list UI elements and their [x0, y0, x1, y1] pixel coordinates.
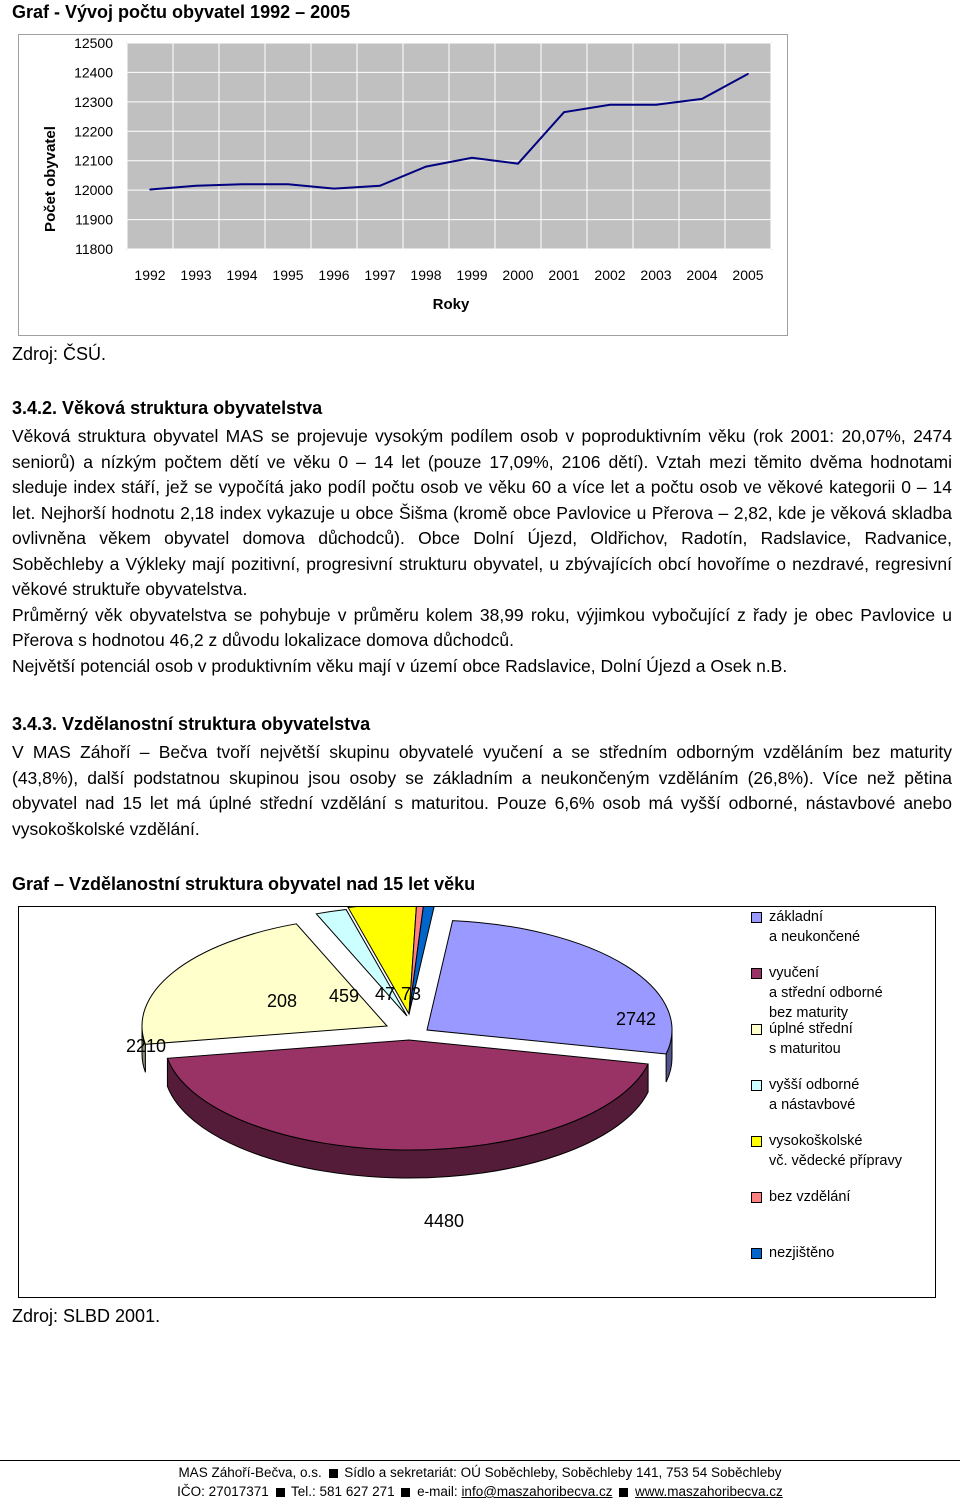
x-tick-label: 1996 [318, 267, 350, 283]
data-point [287, 183, 289, 185]
pie-value-label: 47 [375, 984, 396, 1004]
data-point [149, 189, 151, 191]
x-tick-label: 2002 [594, 267, 626, 283]
footer-email-link[interactable]: info@maszahoribecva.cz [461, 1484, 613, 1499]
pie-chart-frame [18, 906, 936, 1298]
data-point [471, 157, 473, 159]
square-bullet-icon [401, 1488, 410, 1497]
footer-email-label: e-mail: [417, 1484, 458, 1499]
y-tick-label: 12500 [74, 35, 113, 51]
data-point [195, 185, 197, 187]
footer-ico: IČO: 27017371 [177, 1484, 269, 1499]
x-tick-label: 1999 [456, 267, 488, 283]
pie-value-label: 208 [267, 991, 298, 1011]
section-342-paragraph-1: Věková struktura obyvatel MAS se projevuje vysokým podílem osob v poproduktivním věku (rok 2001: 20,07%, 2474 seniorů) a nízkým počtem dětí ve věku 0 – 14 let (pouze 17,09%, 2106 dětí). Vztah mezi těmito dvěma hodnotami sleduje index stáří, jež se vypočítá jako podíl počtu osob ve věku 60 a více let a počtu osob ve věkové kategorii 0 – 14 let. Nejhorší hodnotu 2,18 index vykazuje u obce Šišma (kromě obce Pavlovice u Přerova – 2,82, kde je věková skladba ovlivněna věkem obyvatel domova důchodců). Obce Dolní Újezd, Oldřichov, Radotín, Radslavice, Radvanice, Soběchleby a Výkleky mají pozitivní, progresivní strukturu obyvatel, u zbývajících obcí hovoříme o nezdravé, regresivní věkové struktuře obyvatelstva. [12, 426, 952, 599]
section-342-body [12, 424, 952, 679]
y-tick-label: 11800 [75, 241, 113, 257]
y-tick-label: 11900 [75, 211, 113, 228]
legend-label: vyšší odborné a nástavbové [769, 1077, 860, 1113]
data-point [425, 166, 427, 168]
x-tick-label: 1994 [226, 267, 258, 283]
y-tick-label: 12000 [74, 182, 113, 199]
square-bullet-icon [329, 1469, 338, 1478]
legend-swatch [751, 1248, 762, 1259]
population-line-chart [19, 35, 787, 335]
section-342-heading: 3.4.2. Věková struktura obyvatelstva [12, 398, 323, 418]
data-point [379, 185, 381, 187]
x-tick-label: 1992 [134, 267, 166, 283]
legend-label: vyučení a střední odborné bez maturity [769, 965, 883, 1021]
legend-swatch [751, 1080, 762, 1091]
y-tick-label: 12300 [74, 93, 113, 110]
chart2-source: Zdroj: SLBD 2001. [12, 1306, 161, 1326]
data-point [563, 111, 565, 113]
square-bullet-icon [619, 1488, 628, 1497]
data-point [655, 104, 657, 106]
legend-label: základní a neukončené [769, 909, 861, 945]
square-bullet-icon [276, 1488, 285, 1497]
pie-value-label: 4480 [424, 1211, 465, 1231]
legend-swatch [751, 912, 762, 923]
pie-value-label: 73 [401, 984, 422, 1004]
line-chart-frame [18, 34, 788, 336]
legend-swatch [751, 1136, 762, 1147]
x-tick-label: 2001 [548, 267, 580, 283]
data-point [517, 163, 519, 165]
footer-tel: Tel.: 581 627 271 [291, 1484, 395, 1499]
chart2-heading: Graf – Vzdělanostní struktura obyvatel nad 15 let věku [12, 874, 476, 894]
footer-line-2 [0, 1484, 960, 1499]
y-tick-label: 12100 [74, 152, 113, 169]
data-point [333, 188, 335, 190]
legend-label: vysokoškolské vč. vědecké přípravy [769, 1133, 902, 1169]
x-tick-label: 1998 [410, 267, 442, 283]
pie-value-label: 2210 [126, 1036, 167, 1056]
section-343-heading: 3.4.3. Vzdělanostní struktura obyvatelstva [12, 714, 371, 734]
x-tick-label: 1997 [364, 267, 396, 283]
legend-label: bez vzdělání [769, 1189, 851, 1205]
legend-swatch [751, 1024, 762, 1035]
chart1-source: Zdroj: ČSÚ. [12, 344, 107, 364]
footer-org: MAS Záhoří-Bečva, o.s. [178, 1465, 322, 1480]
data-point [609, 104, 611, 106]
x-tick-label: 2003 [640, 267, 672, 283]
chart1-ylabel: Počet obyvatel [42, 126, 59, 232]
legend-label: nezjištěno [769, 1245, 835, 1261]
section-343-paragraph: V MAS Záhoří – Bečva tvoří největší skupinu obyvatelé vyučení a se středním odborným vzděláním bez maturity (43,8%), další podstatnou skupinou jsou osoby se základním a neukončeným vzděláním (26,8%). Více než pětina obyvatel nad 15 let má úplné střední vzdělání s maturitou. Pouze 6,6% osob má vyšší odborné, nástavbové anebo vysokoškolské vzdělání. [12, 742, 952, 839]
pie-value-label: 2742 [616, 1009, 657, 1029]
legend-label: úplné střední s maturitou [769, 1021, 853, 1057]
data-point [241, 183, 243, 185]
footer-web-link[interactable]: www.maszahoribecva.cz [635, 1484, 783, 1499]
chart1-xlabel: Roky [432, 296, 470, 313]
footer-address: Sídlo a sekretariát: OÚ Soběchleby, Soběchleby 141, 753 54 Soběchleby [344, 1465, 782, 1480]
x-tick-label: 2005 [732, 267, 764, 283]
data-point [747, 73, 749, 75]
footer-divider [0, 1460, 960, 1461]
legend-swatch [751, 968, 762, 979]
pie-slice [427, 921, 672, 1054]
y-tick-label: 12400 [74, 64, 113, 81]
pie-value-label: 459 [329, 986, 360, 1006]
x-tick-label: 2000 [502, 267, 534, 283]
x-tick-label: 1995 [272, 267, 304, 283]
footer-line-1 [0, 1465, 960, 1480]
section-342-paragraph-2: Průměrný věk obyvatelstva se pohybuje v průměru kolem 38,99 roku, výjimkou vybočující z řady je obec Pavlovice u Přerova s hodnotou 46,2 z důvodu lokalizace domova důchodců. [12, 604, 952, 650]
x-tick-label: 1993 [180, 267, 212, 283]
x-tick-label: 2004 [686, 267, 718, 283]
data-point [701, 98, 703, 100]
legend-swatch [751, 1192, 762, 1203]
chart1-heading: Graf - Vývoj počtu obyvatel 1992 – 2005 [12, 2, 351, 22]
y-tick-label: 12200 [74, 123, 113, 140]
section-342-paragraph-3: Největší potenciál osob v produktivním věku mají v území obce Radslavice, Dolní Újezd a Osek n.B. [12, 655, 788, 676]
